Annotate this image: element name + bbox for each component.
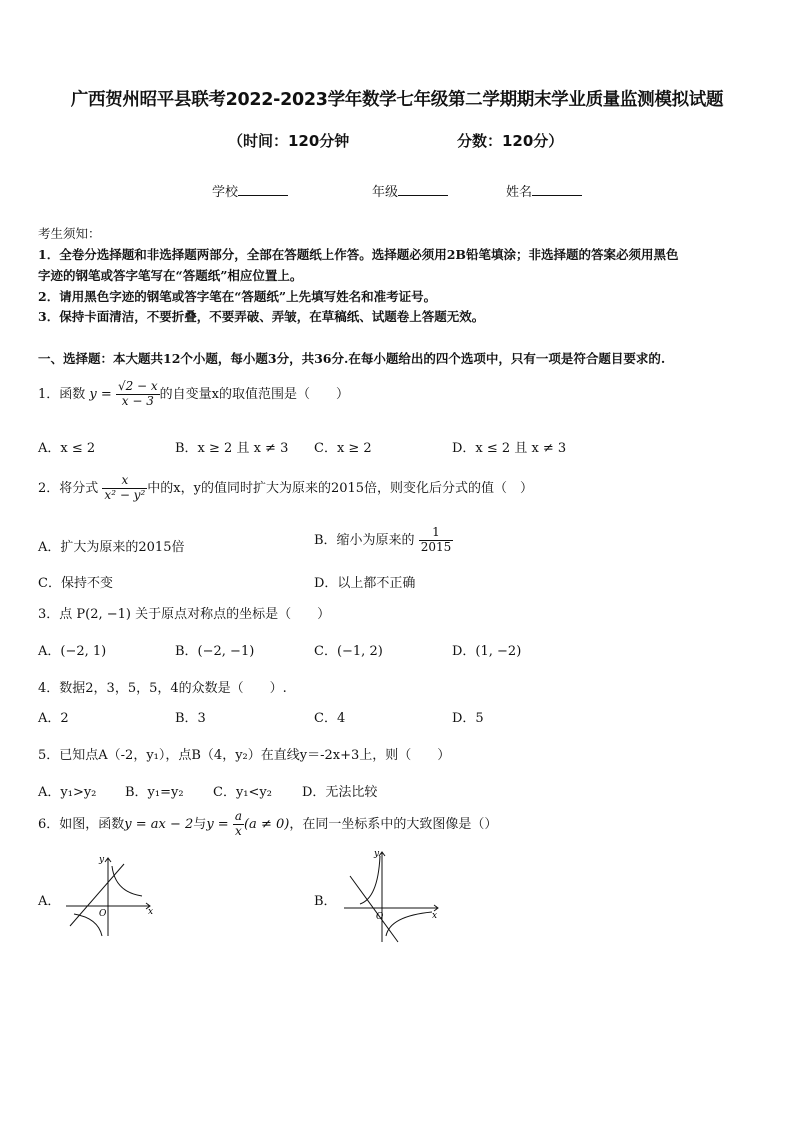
name-blank[interactable]	[532, 183, 582, 196]
q2-option-b-fraction	[419, 526, 454, 555]
q3-option-d[interactable]: D．(1, −2)	[452, 644, 522, 659]
q4-option-d[interactable]: D．5	[452, 711, 484, 726]
y-axis-label: y	[99, 855, 105, 865]
question-4: 4．数据2，3，5，5，4的众数是（ ）.	[38, 681, 287, 696]
q1-option-c[interactable]: C．x ≥ 2	[314, 441, 372, 456]
q4-option-b[interactable]: B．3	[175, 711, 206, 726]
q1-option-a[interactable]: A．x ≤ 2	[38, 441, 96, 456]
q6-option-a-label[interactable]: A．	[38, 894, 61, 909]
q2-option-d[interactable]: D．以上都不正确	[314, 576, 416, 591]
question-3: 3．点 P(2, −1) 关于原点对称点的坐标是（ ）	[38, 607, 331, 622]
origin-label: O	[99, 909, 107, 919]
q6-numerator: a	[234, 809, 242, 823]
q5-option-b[interactable]: B．y₁=y₂	[125, 785, 184, 800]
q6-and: 与	[193, 816, 207, 832]
notice-heading: 考生须知：	[38, 226, 101, 241]
q6-option-a-graph[interactable]	[62, 852, 154, 940]
q5-option-d[interactable]: D．无法比较	[302, 785, 378, 800]
exam-score: 分数：120分）	[457, 132, 564, 150]
x-axis-label: x	[432, 911, 438, 921]
q1-suffix: 的自变量x的取值范围是（ ）	[159, 386, 350, 402]
q1-option-d[interactable]: D．x ≤ 2 且 x ≠ 3	[452, 441, 567, 456]
q4-option-a[interactable]: A．2	[38, 711, 69, 726]
q2-numerator: x	[102, 474, 147, 489]
q2-option-b-numerator: 1	[419, 526, 454, 541]
exam-time: （时间：120分钟	[228, 132, 350, 150]
q2-prefix: 2．将分式	[38, 480, 99, 496]
q6-suffix: ，在同一坐标系中的大致图像是（）	[289, 816, 498, 832]
q6-denominator: x	[235, 823, 242, 838]
linear-graph	[350, 876, 398, 942]
name-label: 姓名	[506, 185, 533, 200]
q6-condition: (a ≠ 0)	[243, 816, 290, 832]
q2-option-a[interactable]: A．扩大为原来的2015倍	[38, 540, 185, 555]
notice-item-1: 1．全卷分选择题和非选择题两部分，全部在答题纸上作答。选择题必须用2B铅笔填涂；非选择题的答案必须用黑色	[38, 247, 679, 262]
grade-label: 年级	[372, 185, 399, 200]
exam-title: 广西贺州昭平县联考2022-2023学年数学七年级第二学期期末学业质量监测模拟试题	[70, 90, 724, 110]
q5-option-c[interactable]: C．y₁<y₂	[213, 785, 272, 800]
school-label: 学校	[212, 185, 239, 200]
question-6	[38, 810, 497, 839]
q2-fraction	[102, 474, 147, 503]
question-1	[38, 380, 349, 409]
q5-option-a[interactable]: A．y₁>y₂	[38, 785, 97, 800]
notice-item-3: 3．保持卡面清洁，不要折叠，不要弄破、弄皱，在草稿纸、试题卷上答题无效。	[38, 309, 485, 324]
grade-blank[interactable]	[398, 183, 448, 196]
q1-y: y =	[89, 386, 112, 402]
q1-fraction	[116, 380, 160, 409]
q4-option-c[interactable]: C．4	[314, 711, 346, 726]
q2-suffix: 中的x，y的值同时扩大为原来的2015倍，则变化后分式的值（ ）	[147, 480, 534, 496]
name-field	[506, 181, 582, 200]
q6-linear-function: y = ax − 2	[124, 816, 194, 832]
q6-y: y =	[206, 816, 229, 832]
school-field	[212, 181, 288, 200]
q6-prefix: 6．如图，函数	[38, 816, 125, 832]
question-2	[38, 474, 533, 503]
notice-item-1-cont: 字迹的钢笔或答字笔写在“答题纸”相应位置上。	[38, 268, 303, 283]
q1-prefix: 1．函数	[38, 386, 86, 402]
q1-numerator: √2 − x	[117, 379, 158, 393]
q2-option-b-prefix: B．缩小为原来的	[314, 532, 415, 548]
q2-option-b-denominator: 2015	[420, 539, 452, 554]
grade-field	[372, 181, 448, 200]
q1-option-b[interactable]: B．x ≥ 2 且 x ≠ 3	[175, 441, 289, 456]
q6-option-b-label[interactable]: B．	[314, 894, 337, 909]
notice-item-2: 2．请用黑色字迹的钢笔或答字笔在“答题纸”上先填写姓名和准考证号。	[38, 289, 437, 304]
y-axis-label: y	[374, 849, 380, 859]
q6-fraction	[233, 810, 244, 839]
q2-denominator: x² − y²	[104, 487, 146, 502]
q6-option-b-graph[interactable]	[340, 846, 444, 944]
q2-option-b[interactable]	[314, 526, 453, 555]
q3-option-c[interactable]: C．(−1, 2)	[314, 644, 383, 659]
q3-option-b[interactable]: B．(−2, −1)	[175, 644, 255, 659]
hyperbola-branch-1	[360, 856, 380, 904]
q1-denominator: x − 3	[121, 393, 154, 408]
hyperbola-branch-1	[112, 866, 142, 896]
q2-option-c[interactable]: C．保持不变	[38, 576, 113, 591]
question-5: 5．已知点A（-2，y₁），点B（4，y₂）在直线y＝-2x+3上，则（ ）	[38, 748, 451, 763]
school-blank[interactable]	[238, 183, 288, 196]
hyperbola-branch-2	[386, 912, 432, 936]
origin-label: O	[376, 912, 384, 922]
linear-graph	[70, 864, 124, 926]
x-axis-label: x	[148, 907, 154, 917]
section-heading: 一、选择题：本大题共12个小题，每小题3分，共36分.在每小题给出的四个选项中，只有一项是符合题目要求的.	[38, 351, 666, 366]
q3-option-a[interactable]: A．(−2, 1)	[38, 644, 107, 659]
